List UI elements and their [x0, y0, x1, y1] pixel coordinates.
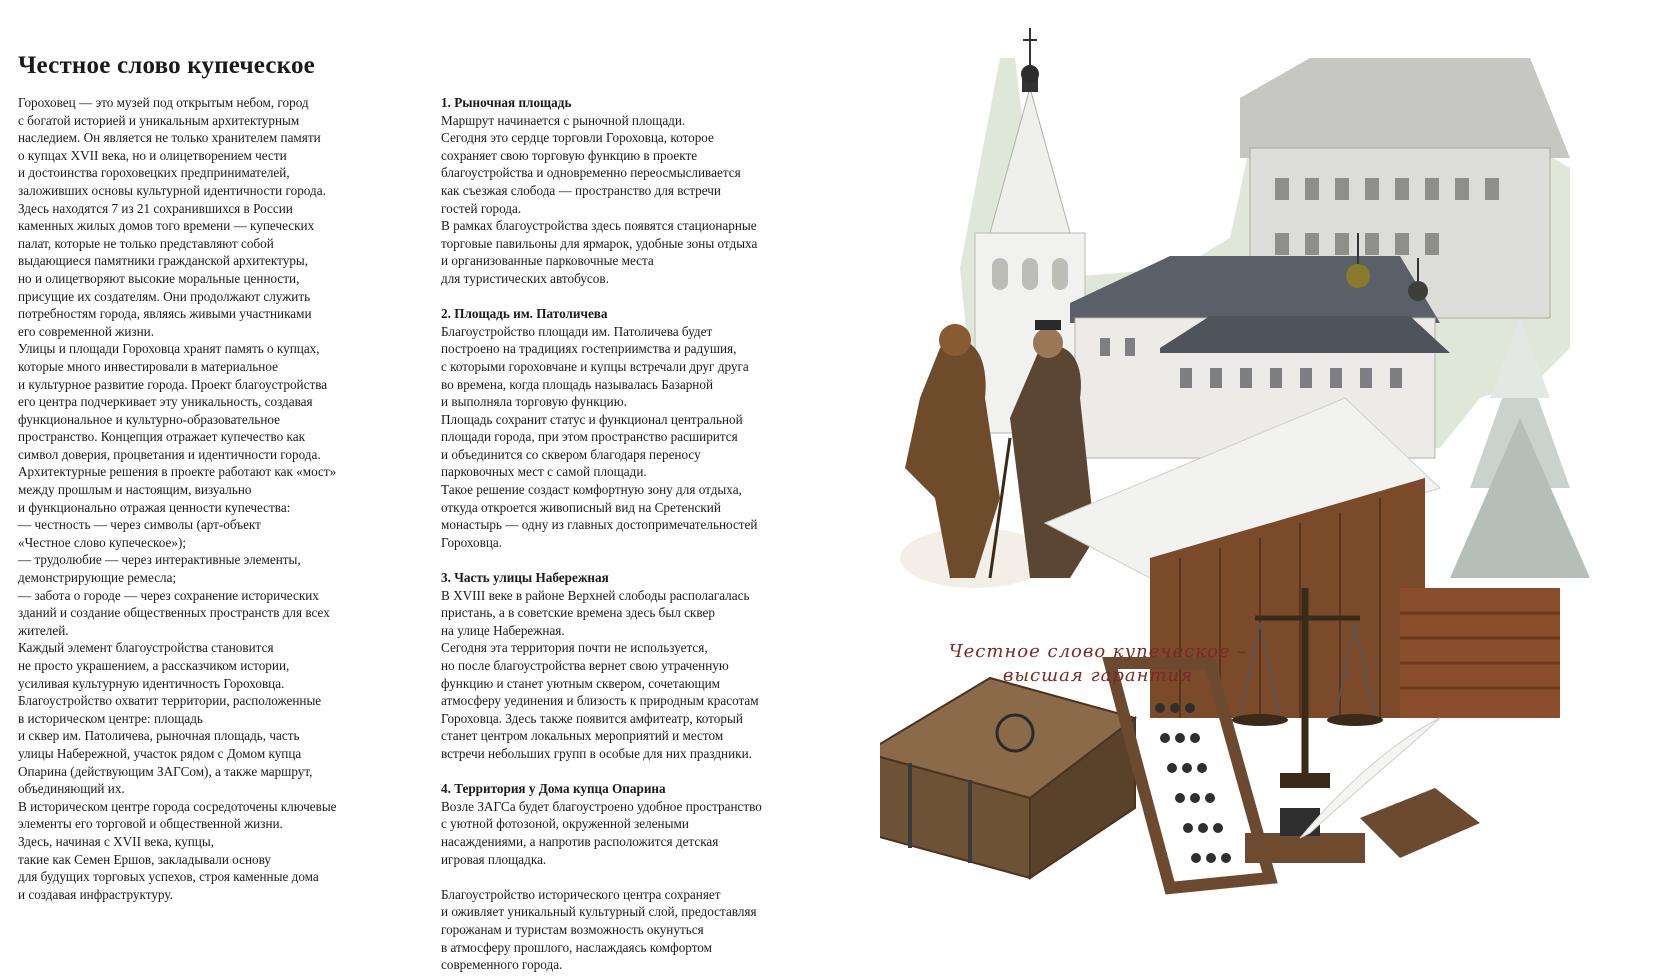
caption-line-2: высшая гарантия	[1002, 665, 1194, 686]
section-market-square	[441, 94, 841, 288]
wooden-chest-illustration	[880, 678, 1135, 878]
intro-text: Гороховец — это музей под открытым небом, город с богатой историей и уникальным архитектурным наследием. Он является не только хранителем памяти о купцах XVII века, но и олицетворением чести и достоинства гороховецких предпринимателей, заложивших основы культурной идентичности города. Здесь находятся 7 из 21 сохранившихся в России каменных жилых домов того времени — купеческих палат, которые не только представляют собой выдающиеся памятники гражданской архитектуры, но и олицетворяют высокие моральные ценности, присущие их создателям. Они продолжают служить потребностям города, являясь живыми участниками его современной жизни. Улицы и площади Гороховца хранят память о купцах, которые много инвестировали в материальное и культурное развитие города. Проект благоустройства его центра подчеркивает эту уникальность, создавая функциональное и культурно-образовательное пространство. Концепция отражает купечество как символ доверия, процветания и идентичности города. Архитектурные решения в проекте работают как «мост» между прошлым и настоящим, визуально и функционально отражая ценности купечества: — честность — через символы (арт-объект «Честное слово купеческое»); — трудолюбие — через интерактивные элементы, демонстрирующие ремесла; — забота о городе — через сохранение исторических зданий и создание общественных пространств для всех жителей. Каждый элемент благоустройства становится не просто украшением, а рассказчиком истории, усиливая культурную идентичность Гороховца. Благоустройство охватит территории, расположенные в историческом центре: площадь и сквер им. Патоличева, рыночная площадь, часть улицы Набережной, участок рядом с Домом купца Опарина (действующим ЗАГСом), а также маршрут, объединяющий их. В историческом центре города сосредоточены ключевые элементы его торговой и общественной жизни. Здесь, начиная с XVII века, купцы, такие как Семен Ершов, закладывали основу для будущих торговых успехов, строя каменные дома и создавая инфраструктуру.	[18, 95, 337, 902]
section-heading: 2. Площадь им. Патоличева	[441, 306, 608, 322]
route-column	[441, 94, 841, 974]
collage-caption	[918, 640, 1278, 688]
section-body: Маршрут начинается с рыночной площади. Сегодня это сердце торговли Гороховца, которое сохраняет свою торговую функцию в проекте благоустройства и одновременно переосмысливается как съезжая слобода — пространство для встречи гостей города. В рамках благоустройства здесь появятся стационарные торговые павильоны для ярмарок, удобные зоны отдыха и организованные парковочные места для туристических автобусов.	[441, 112, 758, 286]
inkwell-quill-illustration	[1245, 718, 1480, 863]
section-body: В XVIII веке в районе Верхней слободы располагалась пристань, а в советские времена здесь был сквер на улице Набережная. Сегодня эта территория почти не используется, но после благоустройства вернет свою утраченную функцию и станет уютным сквером, сочетающим атмосферу уединения и близость к природным красотам Гороховца. Здесь также появится амфитеатр, который станет центром локальных мероприятий и местом встречи небольших групп в особые для них праздники.	[441, 587, 759, 761]
section-oparin-house	[441, 780, 841, 868]
section-body: Благоустройство площади им. Патоличева будет построено на традициях гостеприимства и радушия, с которыми гороховчане и купцы встречали друг друга во времена, когда площадь называлась Базарной и выполняла торговую функцию. Площадь сохранит статус и функционал центральной площади города, при этом пространство расширится и объединится со сквером благодаря переносу парковочных мест с самой площади. Такое решение создаст комфортную зону для отдыха, откуда откроется живописный вид на Сретенский монастырь — одну из главных достопримечательностей Гороховца.	[441, 323, 758, 550]
section-heading: 3. Часть улицы Набережная	[441, 570, 609, 586]
section-patolichev-square	[441, 305, 841, 551]
merchant-collage-illustration	[880, 18, 1680, 978]
monastery-illustration	[1070, 233, 1450, 458]
page-title: Честное слово купеческое	[18, 52, 315, 79]
section-heading: 1. Рыночная площадь	[441, 95, 572, 110]
caption-line-1: Честное слово купеческое –	[948, 641, 1248, 662]
section-heading: 4. Территория у Дома купца Опарина	[441, 781, 666, 797]
section-body: Возле ЗАГСа будет благоустроено удобное пространство с уютной фотозоной, окруженной зелеными насаждениями, а напротив расположится детская игровая площадка.	[441, 798, 762, 867]
closing-text: Благоустройство исторического центра сохраняет и оживляет уникальный культурный слой, предоставляя горожанам и туристам возможность окунуться в атмосферу прошлого, наслаждаясь комфортом современного города.	[441, 886, 757, 973]
log-fence-illustration	[1400, 588, 1560, 718]
section-naberezhnaya-street	[441, 569, 841, 763]
